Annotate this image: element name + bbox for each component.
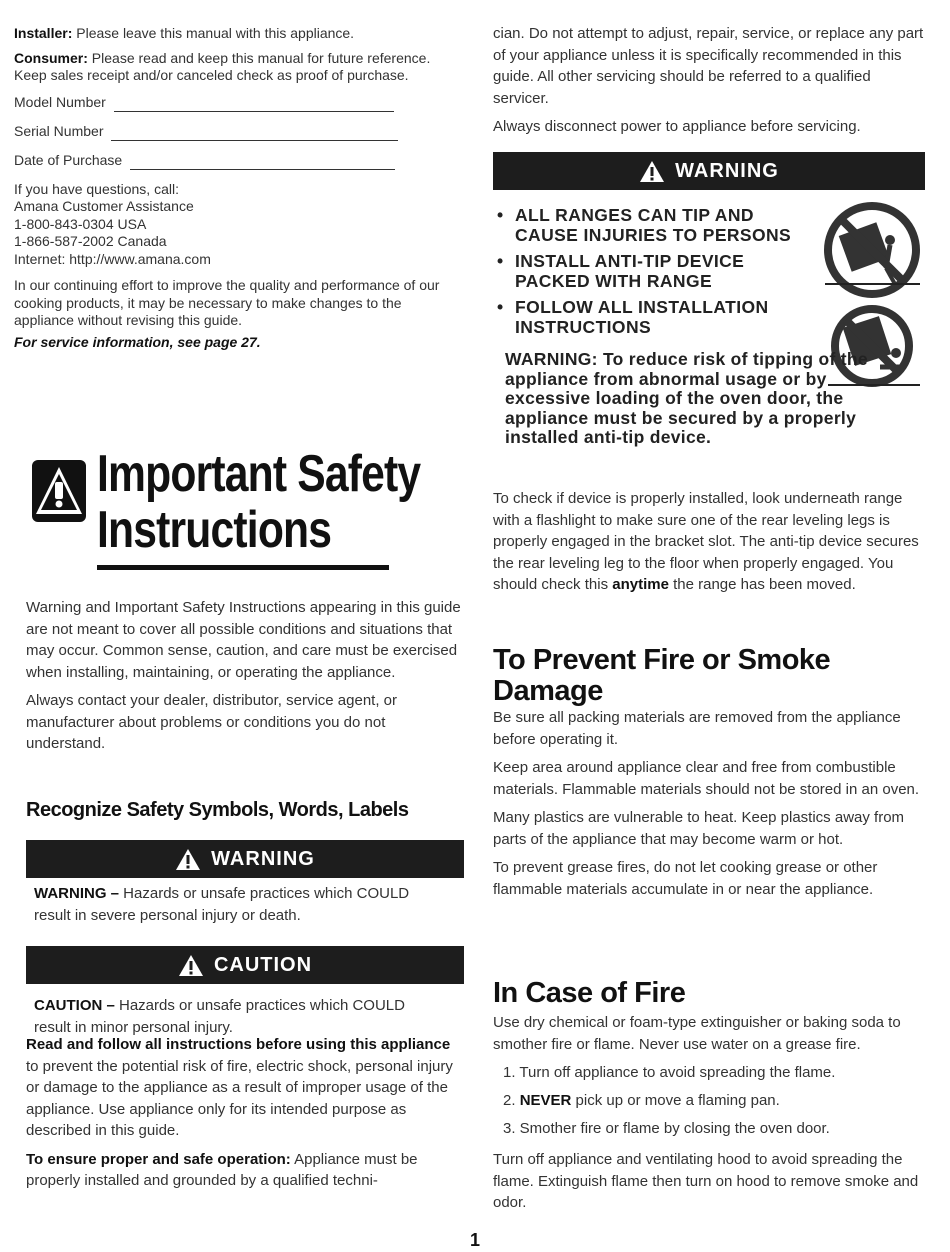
- bullet-follow-instructions: • FOLLOW ALL INSTALLATION INSTRUCTIONS: [493, 297, 813, 337]
- date-of-purchase-line: [130, 155, 395, 170]
- tip-warning-text: WARNING: To reduce risk of tipping of the appliance from abnormal usage or by excessive loading of the oven door, the appliance must be secured by a properly installed anti-tip device.: [505, 349, 868, 447]
- installer-note: Installer: Please leave this manual with this appliance.: [14, 25, 355, 41]
- service-info-note: For service information, see page 27.: [14, 333, 261, 350]
- model-number-row: Model Number: [14, 93, 464, 112]
- no-tipping-range-icon: [822, 200, 922, 300]
- right-mid: [493, 488, 925, 596]
- intro-box: [14, 25, 464, 351]
- customer-assistance: Amana Customer Assistance: [14, 198, 194, 214]
- check-device-paragraph: To check if device is properly installed, look underneath range with a flashlight to make sure one of the rear leveling legs is properly engaged in the bracket slot. The anti-tip device secures the rear leveling leg to the floor when properly engaged. You should check this anytime the range has been moved.: [493, 490, 919, 593]
- ensure-operation-paragraph: To ensure proper and safe operation: Appliance must be properly installed and grounded by a qualified techni-: [26, 1150, 418, 1189]
- title-underline: [97, 565, 389, 570]
- fire-steps: [493, 1059, 925, 1143]
- case-of-fire-heading: In Case of Fire: [493, 977, 686, 1009]
- improvement-note: In our continuing effort to improve the quality and performance of our cooking products, it may be necessary to make changes to the appliance without revising this guide.: [14, 277, 440, 328]
- prevent-fire-heading: To Prevent Fire or Smoke Damage: [493, 644, 831, 707]
- warning-definition: WARNING – Hazards or unsafe practices which COULD result in severe personal injury or death.: [34, 885, 410, 924]
- ventilation-paragraph: Turn off appliance and ventilating hood to avoid spreading the flame. Extinguish flame then turn on hood to remove smoke and odor.: [493, 1151, 919, 1211]
- bullet-install-device: • INSTALL ANTI-TIP DEVICE PACKED WITH RANGE: [493, 251, 813, 291]
- safety-warning-icon: [30, 458, 88, 524]
- read-instructions-paragraph: Read and follow all instructions before using this appliance to prevent the potential risk of fire, electric shock, personal injury or damage to the appliance as a result of improper usage of the appliance. Use appliance only for its intended purpose as described in this guide.: [26, 1036, 453, 1139]
- icon-floor-line: [825, 283, 920, 285]
- disconnect-note: Always disconnect power to appliance before servicing.: [493, 118, 861, 135]
- fire-tip-3: Many plastics are vulnerable to heat. Keep plastics away from parts of the appliance that may become warm or hot.: [493, 809, 905, 848]
- page-title: Important Safety Instructions: [97, 445, 421, 559]
- internet-link[interactable]: Internet: http://www.amana.com: [14, 250, 211, 267]
- phone-usa: 1-800-843-0304 USA: [14, 215, 147, 232]
- caution-triangle-icon: [178, 954, 204, 977]
- questions-text: If you have questions, call:: [14, 180, 179, 197]
- page-number: 1: [470, 1230, 481, 1250]
- fire-step-3: 3. Smother fire or flame by closing the oven door.: [503, 1120, 830, 1137]
- warning-banner: WARNING: [26, 840, 464, 878]
- fire-prevention-section: [493, 707, 925, 900]
- fire-tip-4: To prevent grease fires, do not let cooking grease or other flammable materials accumulate in or near the appliance.: [493, 859, 878, 898]
- fire-step-1: 1. Turn off appliance to avoid spreading the flame.: [503, 1064, 836, 1081]
- phone-canada: 1-866-587-2002 Canada: [14, 233, 167, 249]
- fire-tip-1: Be sure all packing materials are removed from the appliance before operating it.: [493, 709, 901, 748]
- symbols-heading: Recognize Safety Symbols, Words, Labels: [26, 799, 409, 821]
- right-top: [493, 23, 925, 138]
- left-bottom: [26, 1034, 466, 1192]
- bullet-ranges-tip: • ALL RANGES CAN TIP AND CAUSE INJURIES TO PERSONS: [493, 205, 813, 245]
- warning-triangle-icon: [639, 160, 665, 183]
- consumer-note: Consumer: Please read and keep this manual for future reference. Keep sales receipt and/or canceled check as proof of purchase.: [14, 49, 431, 83]
- anti-tip-warning-banner: WARNING: [493, 152, 925, 190]
- serial-number-row: Serial Number: [14, 122, 464, 141]
- extinguisher-paragraph: Use dry chemical or foam-type extinguisher or baking soda to smother fire or flame. Never use water on a grease fire.: [493, 1014, 901, 1053]
- intro-paragraph: Warning and Important Safety Instructions appearing in this guide are not meant to cover all possible conditions and situations that may occur. Common sense, caution, and care must be exercised when installing, maintaining, or operating the appliance.: [26, 599, 461, 681]
- anti-tip-bullets: [493, 205, 813, 343]
- serial-number-line: [111, 126, 398, 141]
- contact-paragraph: Always contact your dealer, distributor, service agent, or manufacturer about problems or conditions you do not understand.: [26, 692, 398, 752]
- model-number-line: [114, 97, 394, 112]
- date-of-purchase-row: Date of Purchase: [14, 151, 464, 170]
- fire-step-2: 2. NEVER pick up or move a flaming pan.: [503, 1092, 780, 1109]
- left-body: [26, 597, 466, 755]
- fire-tip-2: Keep area around appliance clear and free from combustible materials. Flammable materials should not be stored in an oven.: [493, 759, 920, 798]
- caution-definition: CAUTION – Hazards or unsafe practices which COULD result in minor personal injury.: [34, 997, 405, 1036]
- caution-banner: CAUTION: [26, 946, 464, 984]
- technician-continued: cian. Do not attempt to adjust, repair, service, or replace any part of your appliance unless it is specifically recommended in this guide. All other servicing should be referred to a qualified servicer.: [493, 25, 924, 107]
- case-of-fire-section: [493, 1012, 925, 1214]
- warning-triangle-icon: [175, 848, 201, 871]
